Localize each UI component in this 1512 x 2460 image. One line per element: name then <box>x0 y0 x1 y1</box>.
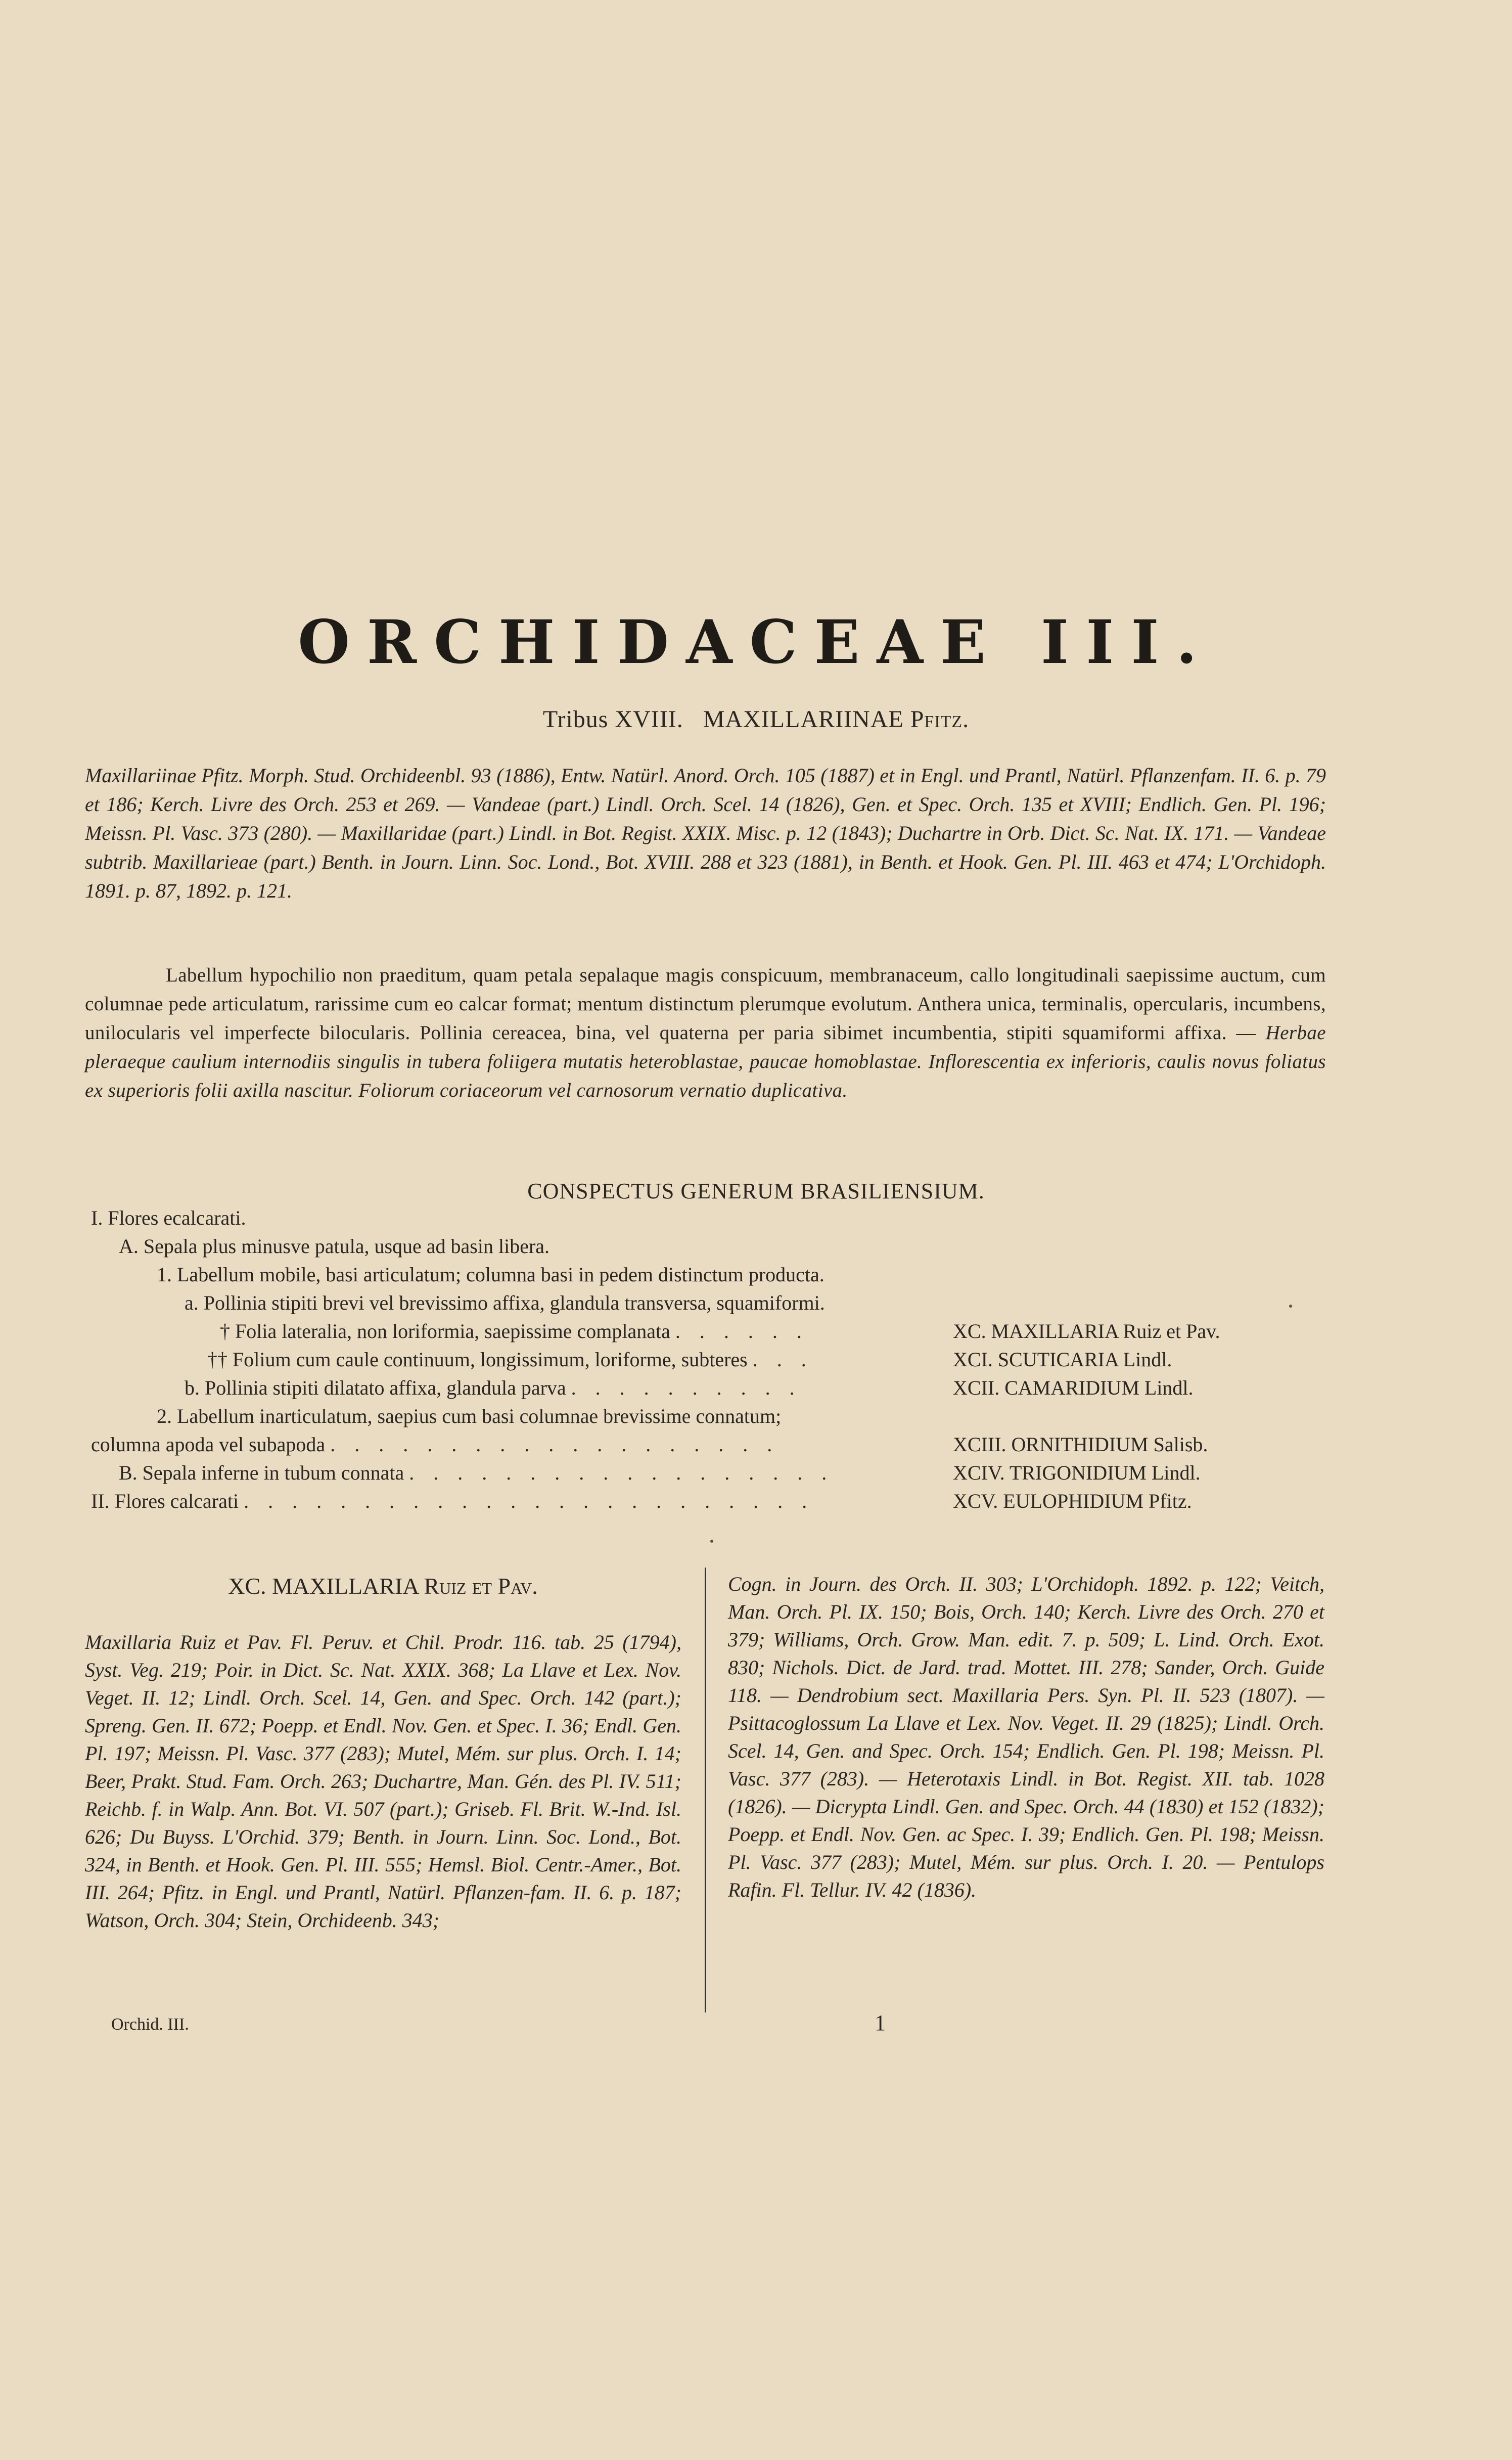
key-text: A. Sepala plus minusve patula, usque ad basin libera. <box>119 1235 550 1258</box>
key-text: b. Pollinia stipiti dilatato affixa, glandula parva <box>185 1376 566 1399</box>
key-text: † Folia lateralia, non loriformia, saepissime complanata <box>220 1320 670 1343</box>
key-text: †† Folium cum caule continuum, longissimum, loriforme, subteres <box>207 1348 748 1371</box>
key-text: 1. Labellum mobile, basi articulatum; columna basi in pedem distinctum producta. <box>157 1263 824 1286</box>
description-text: Labellum hypochilio non praeditum, quam petala sepalaque magis conspicuum, membranaceum, callo longitudinali saepissime auctum, cum columnae pede articulatum, rarissime cum eo calcar format; mentum distinctum plerumque evolutum. Anthera unica, terminalis, opercularis, incumbens, unilocularis vel imperfecte bilocularis. Pollinia cereacea, bina, vel quaterna per paria sibimet incumbentia, stipiti squamiformi affixa. — <box>85 964 1326 1044</box>
page-title: ORCHIDACEAE III. <box>298 607 1214 677</box>
key-text: I. Flores ecalcarati. <box>91 1206 246 1229</box>
key-text: B. Sepala inferne in tubum connata <box>119 1461 404 1484</box>
key-text: columna apoda vel subapoda <box>91 1433 326 1456</box>
key-text: II. Flores calcarati <box>91 1490 239 1512</box>
footer-signature: Orchid. III. <box>111 2015 189 2034</box>
key-result: XCI. SCUTICARIA Lindl. <box>953 1348 1172 1371</box>
tribus-references: Maxillariinae Pfitz. Morph. Stud. Orchideenbl. 93 (1886), Entw. Natürl. Anord. Orch. 105 (1887) et in Engl. und Prantl, Natürl. Pflanzenfam. II. 6. p. 79 et 186; Kerch. Livre des Orch. 253 et 269. — Vandeae (part.) Lindl. Orch. Scel. 14 (1826), Gen. et Spec. Orch. 135 et XVIII; Endlich. Gen. Pl. 196; Meissn. Pl. Vasc. 373 (280). — Maxillaridae (part.) Lindl. in Bot. Regist. XXIX. Misc. p. 12 (1843); Duchartre in Orb. Dict. Sc. Nat. IX. 171. — Vandeae subtrib. Maxillarieae (part.) Benth. in Journ. Linn. Soc. Lond., Bot. XVIII. 288 et 323 (1881), in Benth. et Hook. Gen. Pl. III. 463 et 474; L'Orchidoph. 1891. p. 87, 1892. p. 121. <box>85 764 1326 902</box>
key-text: a. Pollinia stipiti brevi vel brevissimo affixa, glandula transversa, squamiformi. <box>185 1291 825 1314</box>
conspectus-title: CONSPECTUS GENERUM BRASILIENSIUM. <box>527 1179 985 1203</box>
key-text: 2. Labellum inarticulatum, saepius cum basi columnae brevissime connatum; <box>157 1405 782 1427</box>
column-divider <box>705 1568 706 2012</box>
print-speck <box>1289 1305 1292 1308</box>
genus-title: XC. MAXILLARIA <box>228 1573 418 1599</box>
description-italic-text: Herbae pleraeque caulium internodiis singulis in tubera foliigera mutatis heteroblastae, paucae homoblastae. Inflorescentia ex inferioris, caulis novus foliatus ex superioris folii axilla nascitur. Foliorum coriaceorum vel carnosorum vernatio duplicativa. <box>85 1022 1326 1101</box>
key-row <box>119 1234 549 1258</box>
key-dots: . . . <box>752 1348 813 1371</box>
print-speck <box>710 1540 713 1543</box>
tribus-name: MAXILLARIINAE <box>703 706 904 733</box>
key-result: XC. MAXILLARIA Ruiz et Pav. <box>953 1320 1220 1343</box>
key-dots: . . . . . . <box>675 1320 809 1343</box>
key-row <box>157 1263 824 1286</box>
key-dots: . . . . . . . . . . . . . . . . . . . <box>330 1433 780 1456</box>
left-column-references: Maxillaria Ruiz et Pav. Fl. Peruv. et Chil. Prodr. 116. tab. 25 (1794), Syst. Veg. 219; Poir. in Dict. Sc. Nat. XXIX. 368; La Llave et Lex. Nov. Veget. II. 12; Lindl. Orch. Scel. 14, Gen. and Spec. Orch. 142 (part.); Spreng. Gen. II. 672; Poepp. et Endl. Nov. Gen. et Spec. I. 36; Endl. Gen. Pl. 197; Meissn. Pl. Vasc. 377 (283); Mutel, Mém. sur plus. Orch. I. 14; Beer, Prakt. Stud. Fam. Orch. 263; Duchartre, Man. Gén. des Pl. IV. 511; Reichb. f. in Walp. Ann. Bot. VI. 507 (part.); Griseb. Fl. Brit. W.-Ind. Isl. 626; Du Buyss. L'Orchid. 379; Benth. in Journ. Linn. Soc. Lond., Bot. 324, in Benth. et Hook. Gen. Pl. III. 555; Hemsl. Biol. Centr.-Amer., Bot. III. 264; Pfitz. in Engl. und Prantl, Natürl. Pflanzen-fam. II. 6. p. 187; Watson, Orch. 304; Stein, Orchideenb. 343; <box>85 1631 681 1932</box>
genus-heading <box>76 1573 690 1599</box>
right-column-references: Cogn. in Journ. des Orch. II. 303; L'Orchidoph. 1892. p. 122; Veitch, Man. Orch. Pl. IX. 150; Bois, Orch. 140; Kerch. Livre des Orch. 270 et 379; Williams, Orch. Grow. Man. edit. 7. p. 509; L. Lind. Orch. Exot. 830; Nichols. Dict. de Jard. trad. Mottet. III. 278; Sander, Orch. Guide 118. — Dendrobium sect. Maxillaria Pers. Syn. Pl. II. 523 (1807). — Psittacoglossum La Llave et Lex. Nov. Veget. II. 29 (1825); Lindl. Orch. Scel. 14, Gen. and Spec. Orch. 154; Endlich. Gen. Pl. 198; Meissn. Pl. Vasc. 377 (283). — Heterotaxis Lindl. in Bot. Regist. XII. tab. 1028 (1826). — Dicrypta Lindl. Gen. and Spec. Orch. 44 (1830) et 152 (1832); Poepp. et Endl. Nov. Gen. ac Spec. I. 39; Endlich. Gen. Pl. 198; Meissn. Pl. Vasc. 377 (283); Mutel, Mém. sur plus. Orch. I. 20. — Pentulops Rafin. Fl. Tellur. IV. 42 (1836). <box>728 1573 1324 1901</box>
key-row <box>185 1291 825 1315</box>
page-number: 1 <box>875 2010 886 2035</box>
key-row <box>91 1206 246 1230</box>
key-dots: . . . . . . . . . . <box>571 1376 802 1399</box>
tribus-heading <box>0 705 1512 733</box>
key-dots: . . . . . . . . . . . . . . . . . . . . . . . . <box>244 1490 814 1512</box>
tribus-author: Pfitz. <box>910 706 970 733</box>
genus-author: Ruiz et Pav. <box>424 1573 538 1599</box>
tribus-description <box>85 961 1326 1105</box>
key-result: XCV. EULOPHIDIUM Pfitz. <box>953 1490 1192 1512</box>
key-dots: . . . . . . . . . . . . . . . . . . <box>409 1461 834 1484</box>
key-result: XCIII. ORNITHIDIUM Salisb. <box>953 1433 1208 1456</box>
key-row <box>157 1404 781 1428</box>
tribus-label: Tribus XVIII. <box>542 706 683 733</box>
key-result: XCII. CAMARIDIUM Lindl. <box>953 1376 1194 1399</box>
key-result: XCIV. TRIGONIDIUM Lindl. <box>953 1461 1201 1484</box>
